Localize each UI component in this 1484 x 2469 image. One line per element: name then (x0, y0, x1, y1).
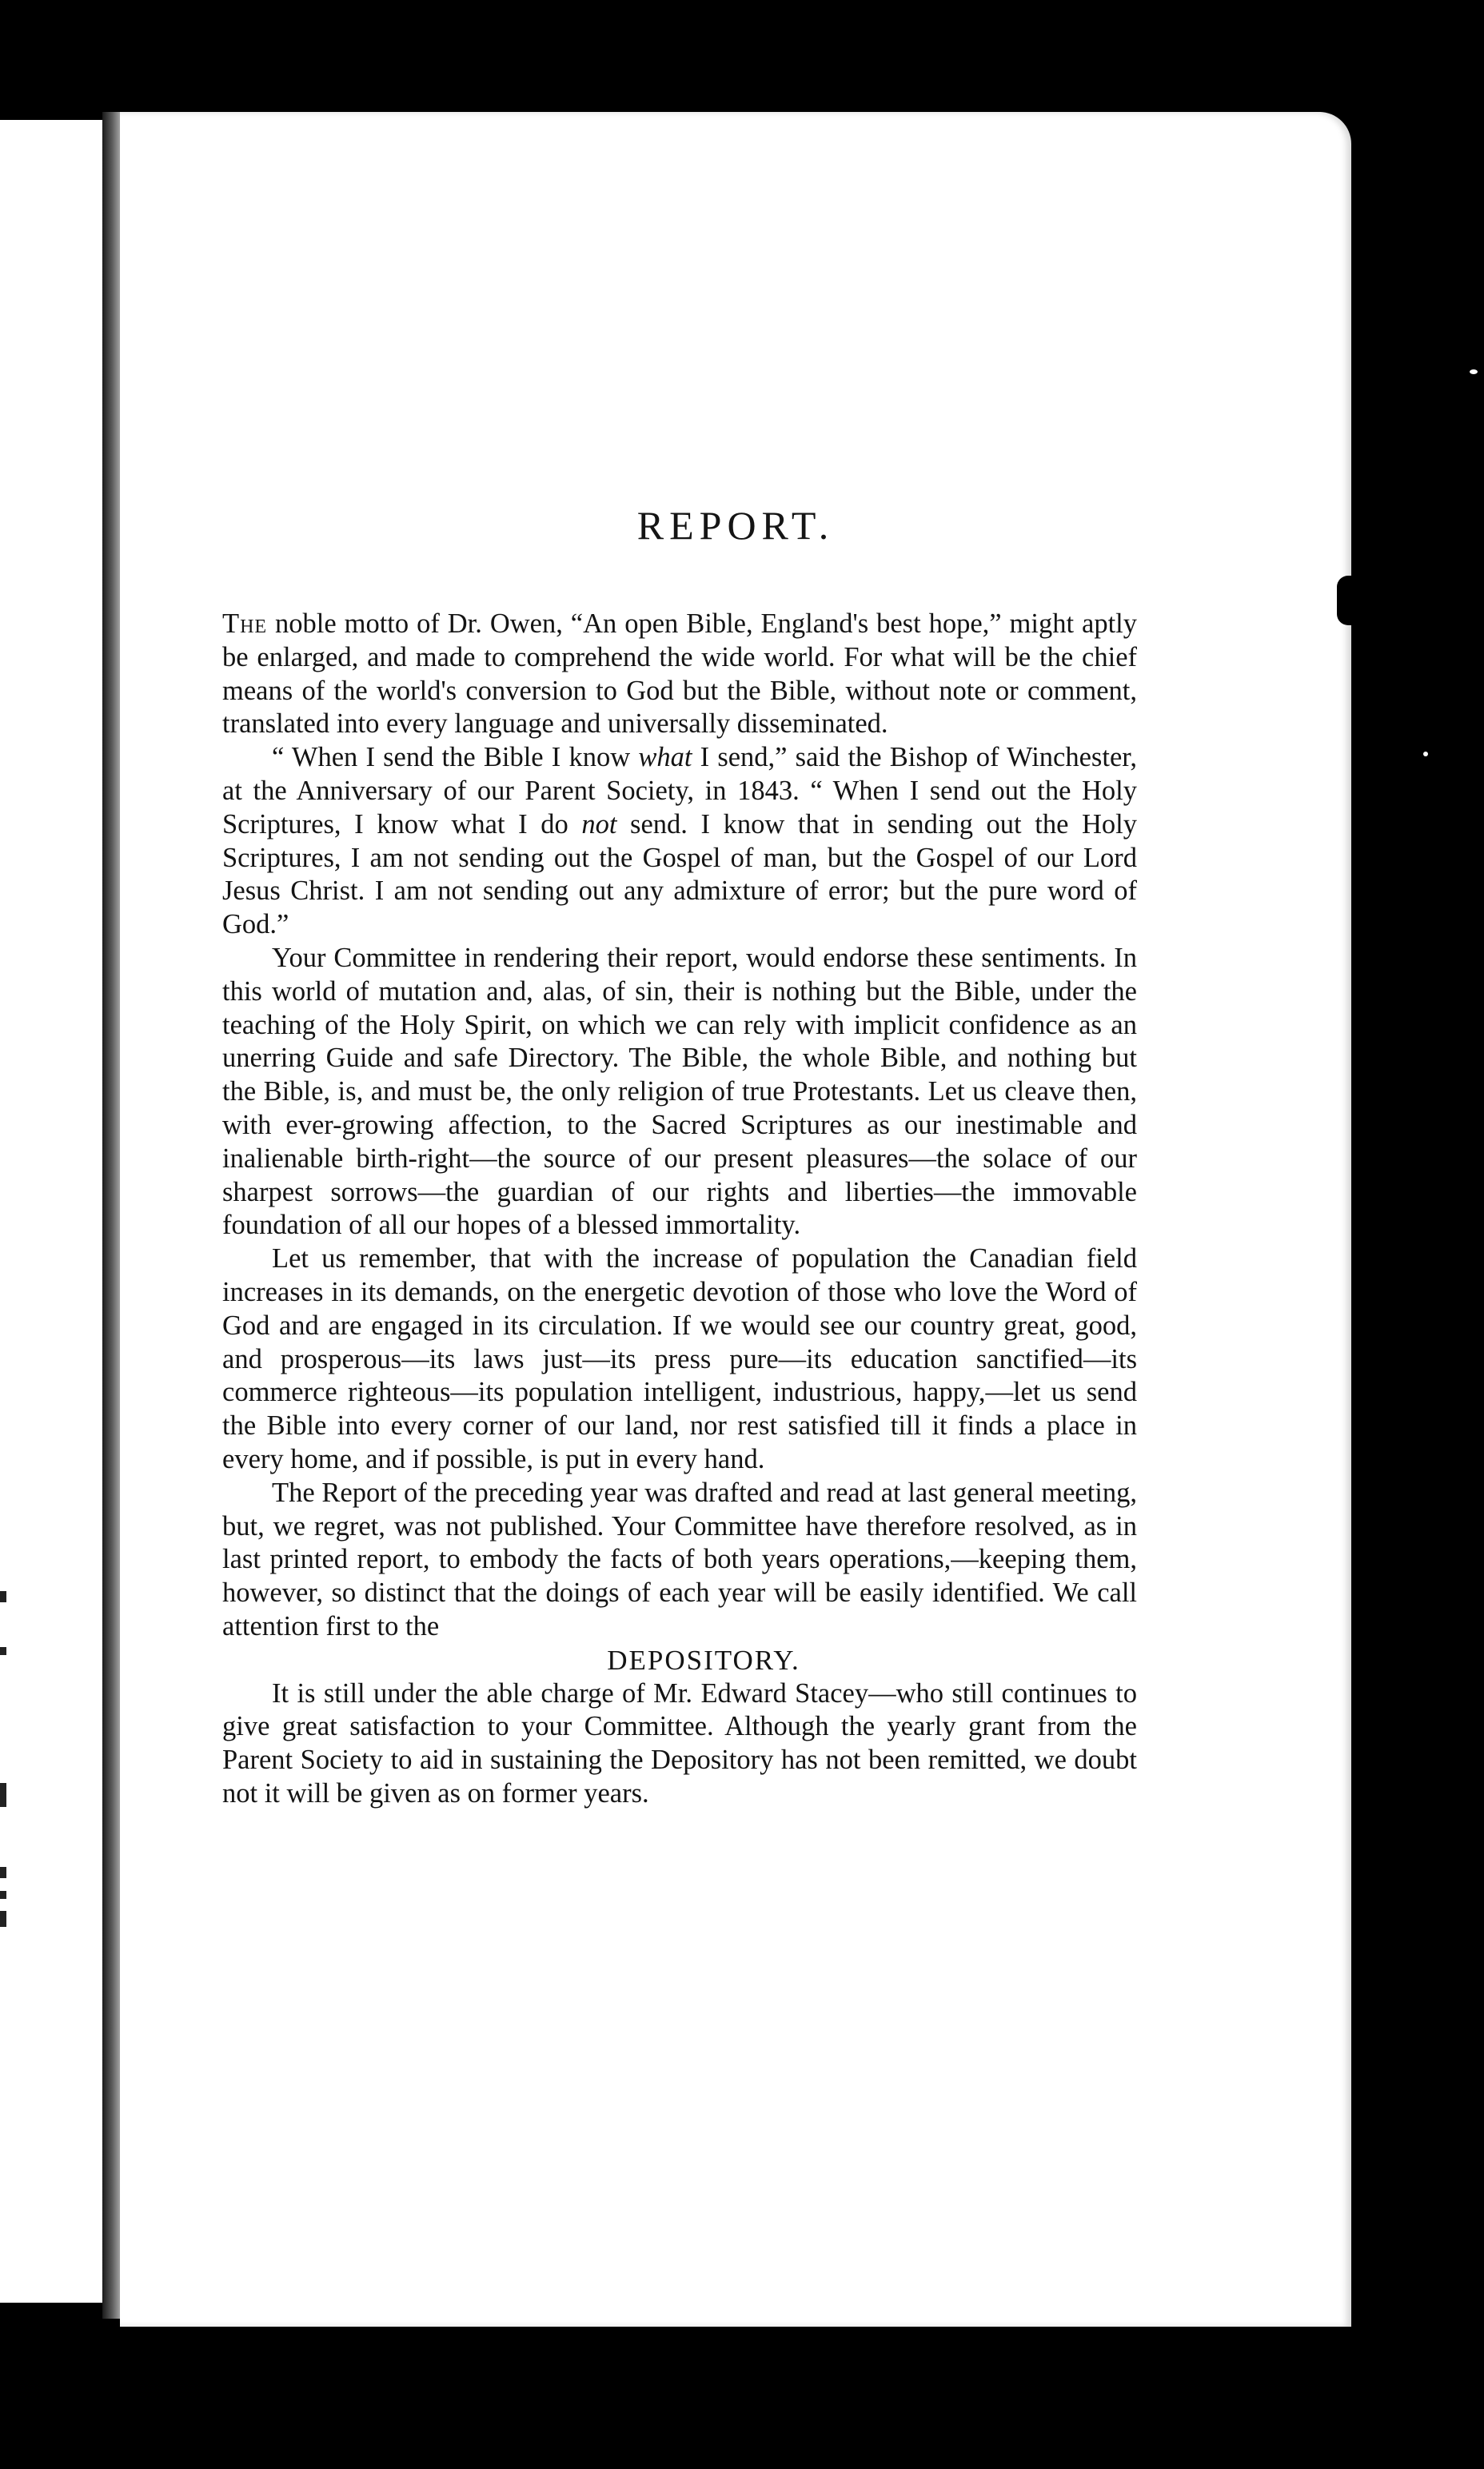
page-title: REPORT. (636, 503, 835, 548)
quote-part: “ When I send the Bible I know (272, 742, 639, 773)
margin-mark (0, 1591, 6, 1602)
scan-speck (1423, 752, 1428, 756)
body-text (222, 608, 1137, 1811)
lead-word: The (222, 608, 268, 639)
paragraph-canadian-field: Let us remember, that with the increase of population the Canadian field increases in its demands, on the energetic devotion of those who love the Word of God and are engaged in its circulation. If we would see our country great, good, and prosperous—its laws just—its press pure—its education sanctified—its commerce righteous—its population intelligent, industrious, happy,—let us send the Bible into every corner of our land, nor rest satisfied till it finds a place in every home, and if possible, is put in every hand. (222, 1243, 1137, 1474)
quote-part: send. I know that in sending out the Holy Scriptures, I am not sending out the Gospel of man, but the Gospel of our Lord Jesus Christ. I am not sending out any admixture of error; but the pure word of God.” (222, 808, 1137, 940)
margin-marks (0, 1559, 10, 1959)
scan-speck (1470, 369, 1478, 374)
paragraph-depository: It is still under the able charge of Mr. Edward Stacey—who still continues to give great satisfaction to your Committee. Although the yearly grant from the Parent Society to aid in sustaining the Depository has not been remitted, we doubt not it will be given as on former years. (222, 1677, 1137, 1809)
paragraph-text: noble motto of Dr. Owen, “An open Bible, England's best hope,” might aptly be enlarged, and made to comprehend the wide world. For what will be the chief means of the world's conversion to God but the Bible, without note or comment, translated into every language and universally disseminated. (222, 608, 1137, 740)
quote-emphasis: what (638, 742, 692, 773)
margin-mark (0, 1783, 6, 1807)
quote-part: I send,” said the Bishop of Winchester, at the Anniversary of our Parent Society, in 1843. “ When I send out the Holy Scriptures, I know what I do (222, 742, 1137, 840)
paragraph-bishop-quote (222, 741, 1137, 942)
margin-mark (0, 1911, 6, 1927)
facing-page-edge (0, 120, 112, 2303)
page-edge-tab (1337, 576, 1358, 625)
margin-mark (0, 1867, 6, 1878)
paragraph-previous-report: The Report of the preceding year was drafted and read at last general meeting, but, we regret, was not published. Your Committee have therefore resolved, as in last printed report, to embody the facts of both years operations,—keeping them, however, so distinct that the doings of each year will be easily identified. We call attention first to the (222, 1477, 1137, 1641)
section-heading-depository: DEPOSITORY. (607, 1644, 800, 1676)
margin-mark (0, 1891, 6, 1899)
paragraph-committee: Your Committee in rendering their report, would endorse these sentiments. In this world of mutation and, alas, of sin, their is nothing but the Bible, under the teaching of the Holy Spirit, on which we can rely with implicit confidence as an unerring Guide and safe Directory. The Bible, the whole Bible, and nothing but the Bible, is, and must be, the only religion of true Protestants. Let us cleave then, with ever-growing affection, to the Sacred Scriptures as our inestimable and inalienable birth-right—the source of our present pleasures—the solace of our sharpest sorrows—the guardian of our rights and liberties—the immovable foundation of all our hopes of a blessed immortality. (222, 942, 1137, 1241)
margin-mark (0, 1647, 6, 1655)
quote-emphasis: not (581, 808, 617, 840)
paragraph-intro (222, 608, 1137, 741)
